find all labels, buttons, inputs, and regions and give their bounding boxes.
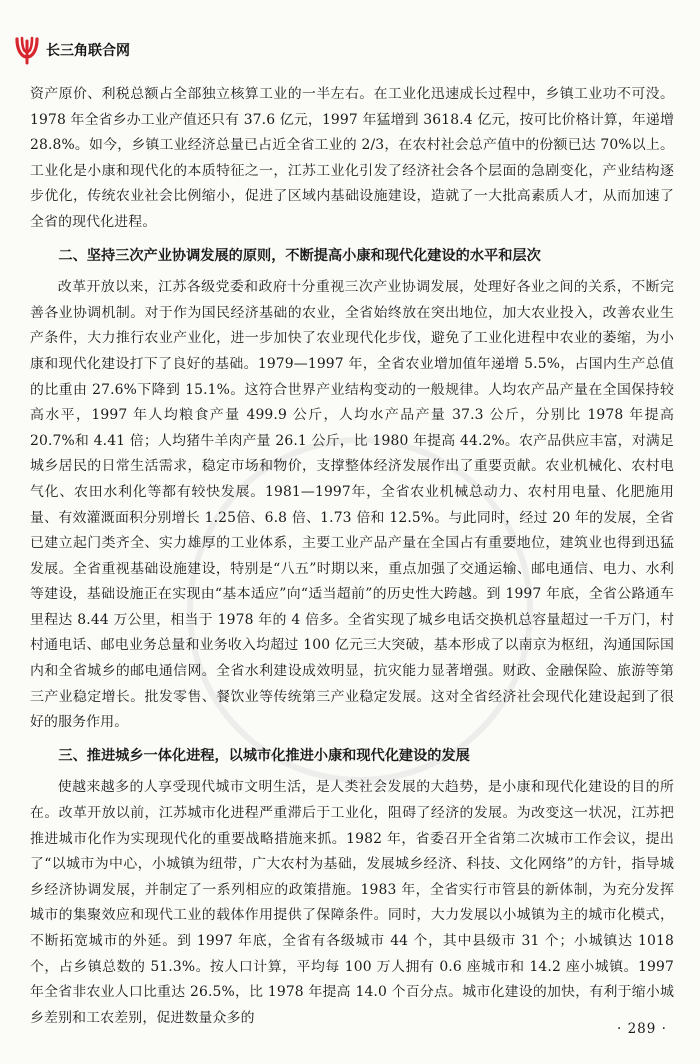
section-heading-2: 二、坚持三次产业协调发展的原则，不断提高小康和现代化建设的水平和层次: [58, 247, 541, 264]
page-body: [30, 82, 674, 1031]
section-heading-3: 三、推进城乡一体化进程，以城市化推进小康和现代化建设的发展: [58, 747, 470, 764]
paragraph-2: 改革开放以来，江苏各级党委和政府十分重视三次产业协调发展，处理好各业之间的关系，不断完善各业协调机制。对于作为国民经济基础的农业，全省始终放在突出地位，加大农业投入，改善农业生产条件，大力推行农业产业化，进一步加快了农业现代化步伐，避免了工业化进程中农业的萎缩，为小康和现代化建设打下了良好的基础。1979—1997 年，全省农业增加值年递增 5.5%，占国内生产总值的比重由 27.6%下降到 15.1%。这符合世界产业结构变动的一般规律。人均农产品产量在全国保持较高水平，1997 年人均粮食产量 499.9 公斤，人均水产品产量 37.3 公斤，分别比 1978 年提高 20.7%和 4.41 倍；人均猪牛羊肉产量 26.1 公斤，比 1980 年提高 44.2%。农产品供应丰富，对满足城乡居民的日常生活需求，稳定市场和物价，支撑整体经济发展作出了重要贡献。农业机械化、农村电气化、农田水利化等都有较快发展。1981—1997年，全省农业机械总动力、农村用电量、化肥施用量、有效灌溉面积分别增长 1.25倍、6.8 倍、1.73 倍和 12.5%。与此同时，经过 20 年的发展，全省已建立起门类齐全、实力雄厚的工业体系，主要工业产品产量在全国占有重要地位，建筑业也得到迅猛发展。全省重视基础设施建设，特别是“八五”时期以来，重点加强了交通运输、邮电通信、电力、水利等建设，基础设施正在实现由“基本适应”向“适当超前”的历史性大跨越。到 1997 年底，全省公路通车里程达 8.44 万公里，相当于 1978 年的 4 倍多。全省实现了城乡电话交换机总容量超过一千万门，村村通电话、邮电业务总量和业务收入均超过 100 亿元三大突破，基本形成了以南京为枢纽，沟通国际国内和全省城乡的邮电通信网。全省水利建设成效明显，抗灾能力显著增强。财政、金融保险、旅游等第三产业稳定增长。批发零售、餐饮业等传统第三产业稳定发展。这对全省经济社会现代化建设起到了很好的服务作用。: [30, 279, 674, 731]
logo-icon: [14, 35, 40, 65]
logo-text: 长三角联合网: [46, 43, 130, 59]
paragraph-3: 使越来越多的人享受现代城市文明生活，是人类社会发展的大趋势，是小康和现代化建设的目的所在。改革开放以前，江苏城市化进程严重滞后于工业化，阻碍了经济的发展。为改变这一状况，江苏把推进城市化作为实现现代化的重要战略措施来抓。1982 年，省委召开全省第二次城市工作会议，提出了“以城市为中心，小城镇为纽带，广大农村为基础，发展城乡经济、科技、文化网络”的方针，指导城乡经济协调发展，并制定了一系列相应的政策措施。1983 年，全省实行市管县的新体制，为充分发挥城市的集聚效应和现代工业的载体作用提供了保障条件。同时，大力发展以小城镇为主的城市化模式，不断拓宽城市的外延。到 1997 年底，全省有各级城市 44 个，其中县级市 31 个；小城镇达 1018 个，占乡镇总数的 51.3%。按人口计算，平均每 100 万人拥有 0.6 座城市和 14.2 座小城镇。1997 年全省非农业人口比重达 26.5%，比 1978 年提高 14.0 个百分点。城市化建设的加快，有利于缩小城乡差别和工农差别，促进数量众多的: [30, 779, 674, 1026]
paragraph-1: 资产原价、利税总额占全部独立核算工业的一半左右。在工业化迅速成长过程中，乡镇工业功不可没。1978 年全省乡办工业产值还只有 37.6 亿元，1997 年猛增到 3618.4 亿元，按可比价格计算，年递增 28.8%。如今，乡镇工业经济总量已占近全省工业的 2/3，在农村社会总产值中的份额已达 70%以上。工业化是小康和现代化的本质特征之一，江苏工业化引发了经济社会各个层面的急剧变化，产业结构逐步优化，传统农业社会比例缩小，促进了区域内基础设施建设，造就了一大批高素质人才，从而加速了全省的现代化进程。: [30, 86, 674, 230]
site-header: [14, 34, 130, 66]
page-number: · 289 ·: [617, 1021, 667, 1037]
